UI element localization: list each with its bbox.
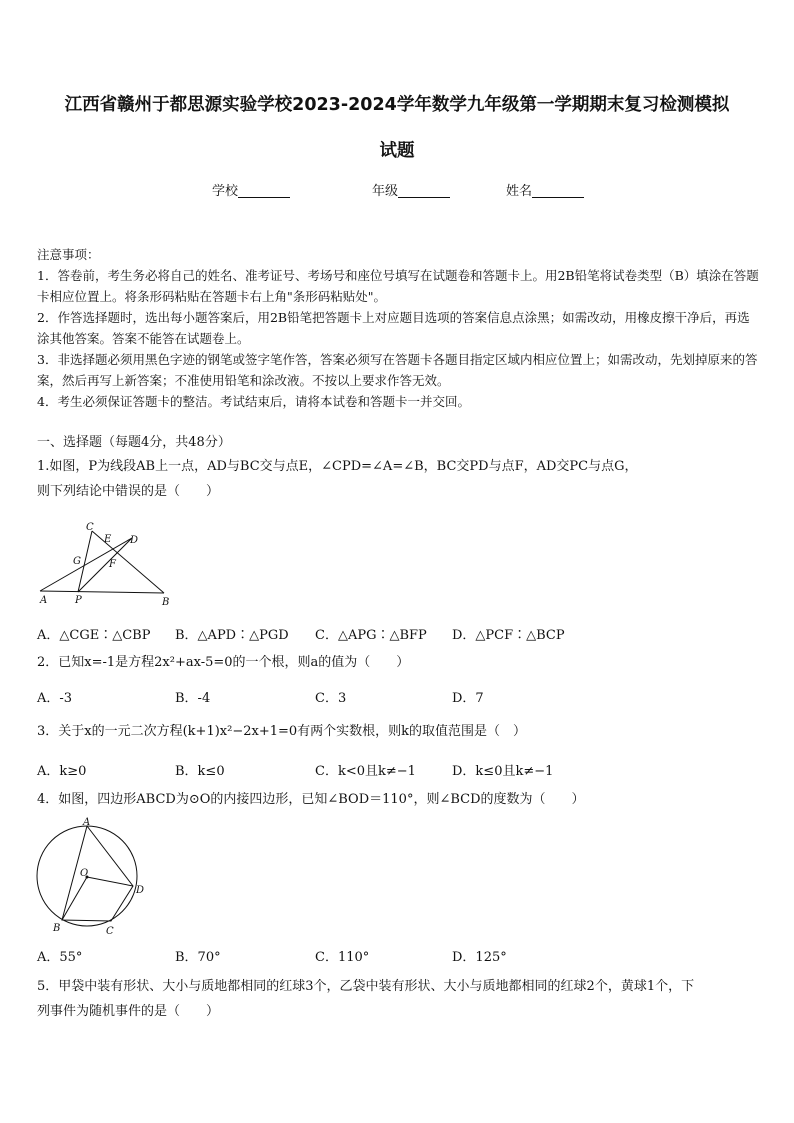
q3-option-a[interactable]: A．k≥0 <box>37 764 87 779</box>
q2-option-c[interactable]: C．3 <box>315 691 347 706</box>
q4-option-a[interactable]: A．55° <box>37 950 83 965</box>
label-g: G <box>73 556 81 567</box>
label-p: P <box>75 595 82 606</box>
q1-line-1: 1.如图，P为线段AB上一点，AD与BC交与点E，∠CPD=∠A=∠B，BC交PD与点F，AD交PC与点G， <box>37 459 638 474</box>
q1-figure <box>34 516 184 608</box>
q4-option-b[interactable]: B．70° <box>175 950 221 965</box>
question-5-stem <box>37 974 767 1024</box>
q3-option-d[interactable]: D．k≤0且k≠−1 <box>452 764 554 779</box>
name-field[interactable] <box>506 180 584 199</box>
label-a: A <box>40 595 48 606</box>
school-blank[interactable] <box>238 183 290 198</box>
segment-ab <box>40 591 164 593</box>
q3-option-c[interactable]: C．k<0且k≠−1 <box>315 764 416 779</box>
notes-heading: 注意事项： <box>37 247 100 262</box>
label-o: O <box>80 868 89 879</box>
note-item: 2．作答选择题时，选出每小题答案后，用2B铅笔把答题卡上对应题目选项的答案信息点涂黑；如需改动，用橡皮擦干净后，再选涂其他答案。答案不能答在试题卷上。 <box>37 310 750 346</box>
note-item: 1．答卷前，考生务必将自己的姓名、准考证号、考场号和座位号填写在试题卷和答题卡上。用2B铅笔将试卷类型（B）填涂在答题卡相应位置上。将条形码粘贴在答题卡右上角"条形码粘贴处"。 <box>37 268 759 304</box>
label-d: D <box>130 535 139 546</box>
label-f: F <box>109 559 116 570</box>
label-c: C <box>86 522 94 533</box>
label-b: B <box>53 923 61 934</box>
q1-option-a[interactable]: A．△CGE∶△CBP <box>37 628 151 643</box>
q5-line-2: 列事件为随机事件的是（ ） <box>37 1004 220 1019</box>
note-item: 4．考生必须保证答题卡的整洁。考试结束后，请将本试卷和答题卡一并交回。 <box>37 394 470 409</box>
q5-line-1: 5．甲袋中装有形状、大小与质地都相同的红球3个，乙袋中装有形状、大小与质地都相同的红球2个，黄球1个，下 <box>37 979 695 994</box>
segment-od <box>87 877 133 886</box>
q2-option-d[interactable]: D．7 <box>452 691 484 706</box>
document-title <box>40 82 754 174</box>
segment-ob <box>62 877 87 920</box>
q4-option-d[interactable]: D．125° <box>452 950 507 965</box>
grade-field[interactable] <box>372 180 450 199</box>
label-a: A <box>83 817 91 828</box>
question-1-stem <box>37 454 767 504</box>
q4-option-c[interactable]: C．110° <box>315 950 370 965</box>
q1-option-d[interactable]: D．△PCF∶△BCP <box>452 628 565 643</box>
label-e: E <box>104 534 112 545</box>
title-line-1: 江西省赣州于都思源实验学校2023-2024学年数学九年级第一学期期末复习检测模拟 <box>64 95 730 115</box>
q1-option-b[interactable]: B．△APD∶△PGD <box>175 628 289 643</box>
q4-figure <box>33 814 158 936</box>
question-3-stem: 3．关于x的一元二次方程(k+1)x²−2x+1=0有两个实数根，则k的取值范围是（ ） <box>37 724 527 739</box>
q1-line-2: 则下列结论中错误的是（ ） <box>37 484 220 499</box>
school-field[interactable] <box>212 180 290 199</box>
name-label: 姓名 <box>506 184 533 199</box>
label-c: C <box>106 926 114 936</box>
note-item: 3．非选择题必须用黑色字迹的钢笔或签字笔作答，答案必须写在答题卡各题目指定区域内相应位置上；如需改动，先划掉原来的答案，然后再写上新答案；不准使用铅笔和涂改液。不按以上要求作答无效。 <box>37 352 758 388</box>
notes-block <box>37 244 759 412</box>
q2-option-b[interactable]: B．-4 <box>175 691 211 706</box>
q1-option-c[interactable]: C．△APG∶△BFP <box>315 628 427 643</box>
segment-ad <box>40 538 132 591</box>
q2-option-a[interactable]: A．-3 <box>37 691 73 706</box>
question-2-stem: 2．已知x=-1是方程2x²+ax-5=0的一个根，则a的值为（ ） <box>37 655 410 670</box>
title-line-2: 试题 <box>379 141 415 161</box>
grade-label: 年级 <box>372 184 399 199</box>
section-heading: 一、选择题（每题4分，共48分） <box>37 435 231 450</box>
grade-blank[interactable] <box>398 183 450 198</box>
school-label: 学校 <box>212 184 239 199</box>
label-b: B <box>162 597 170 608</box>
label-d: D <box>136 885 145 896</box>
q3-option-b[interactable]: B．k≤0 <box>175 764 225 779</box>
question-4-stem: 4．如图，四边形ABCD为⊙O的内接四边形，已知∠BOD＝110°，则∠BCD的度数为（ ） <box>37 792 585 807</box>
name-blank[interactable] <box>532 183 584 198</box>
